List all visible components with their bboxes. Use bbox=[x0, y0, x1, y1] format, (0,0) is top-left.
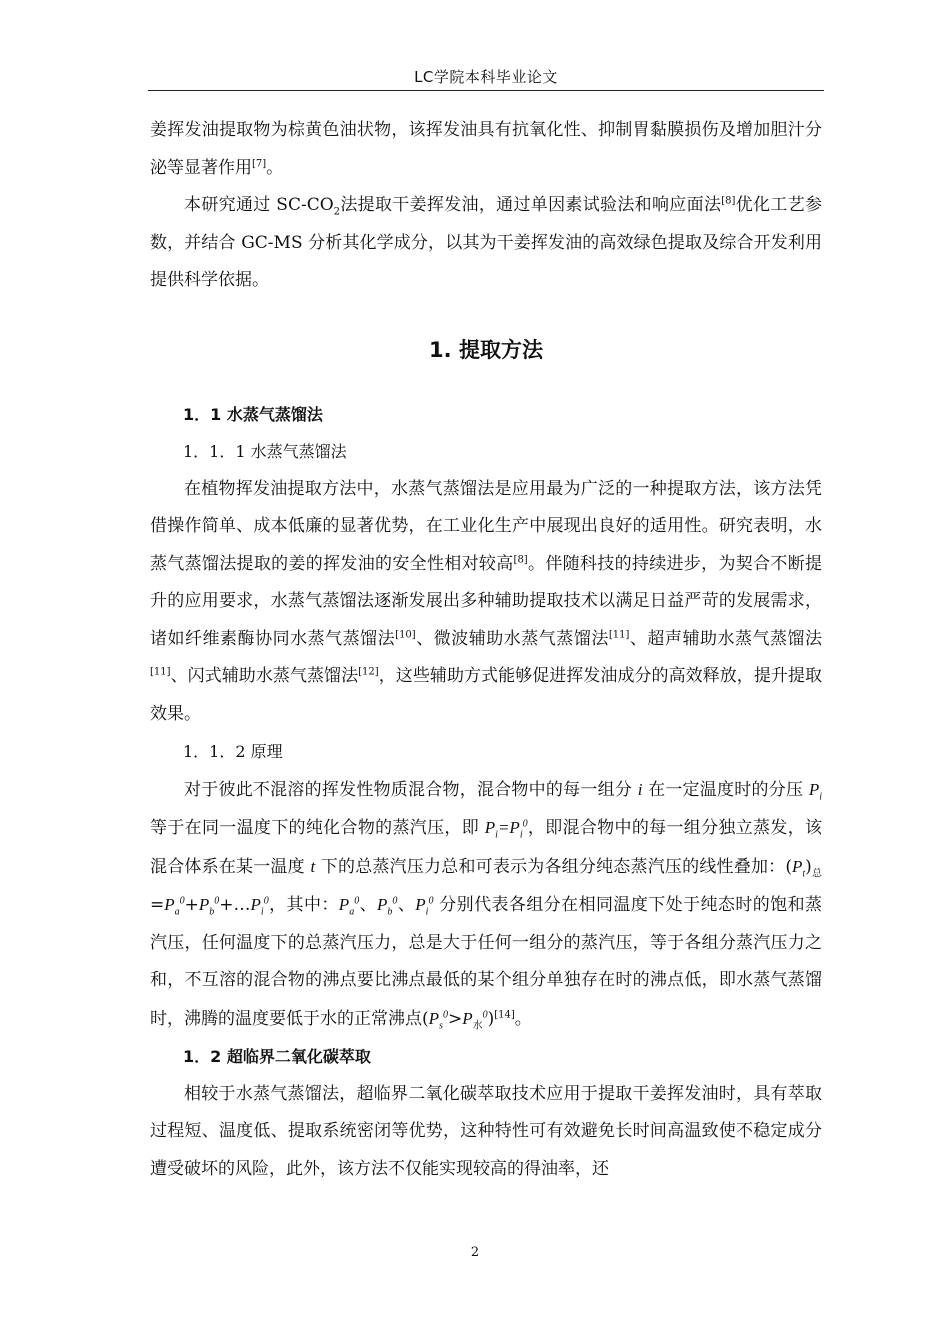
running-header: LC学院本科毕业论文 bbox=[414, 68, 558, 86]
intro-paragraph-2: 本研究通过 $SC-CO_2$法提取干姜挥发油，通过单因素试验法和响应面法[8]优化工艺参数，并结合 GC-MS 分析其化学成分，以其为干姜挥发油的高效绿色提取及综合开发利用提供科学依据。 bbox=[150, 195, 823, 290]
subsection-heading-1-1: 1．1 水蒸气蒸馏法 bbox=[183, 404, 323, 424]
principle-paragraph: 对于彼此不混溶的挥发性物质混合物，混合物中的每一组分 i 在一定温度时的分压 $P_i$ 等于在同一温度下的纯化合物的蒸汽压，即 $P_i=P_i^0$，即混合物中的每一组分独立蒸发，该混合体系在某一温度 t 下的总蒸汽压力总和可表示为各组分纯态蒸汽压的线性叠加：$(P_t)_总=P_a^0+P_b^0+\dots P_i^0$，其中：$P_a^0$、$P_b^0$、$P_i^0$ 分别代表各组分在相同温度下处于纯态时的饱和蒸汽压，任何温度下的总蒸汽压力，总是大于任何一组分的蒸汽压，等于各组分蒸汽压力之和，不互溶的混合物的沸点要比沸点最低的某个组分单独存在时的沸点低，即水蒸气蒸馏时，沸腾的温度要低于水的正常沸点$(P_s^0>P_水^0)[14]$。 bbox=[150, 779, 823, 1031]
page-number: 2 bbox=[470, 1245, 480, 1260]
sc-co2-paragraph: 相较于水蒸气蒸馏法，超临界二氧化碳萃取技术应用于提取干姜挥发油时，具有萃取过程短、温度低、提取系统密闭等优势，这种特性可有效避免长时间高温致使不稳定成分遭受破坏的风险，此外，该方法不仅能实现较高的得油率，还 bbox=[150, 1083, 822, 1179]
subsubsection-heading-1-1-1: 1．1．1 水蒸气蒸馏法 bbox=[183, 442, 347, 461]
steam-distillation-paragraph: 在植物挥发油提取方法中，水蒸气蒸馏法是应用最为广泛的一种提取方法，该方法凭借操作简单、成本低廉的显著优势，在工业化生产中展现出良好的适用性。研究表明，水蒸气蒸馏法提取的姜的挥发油的安全性相对较高[8]。伴随科技的持续进步，为契合不断提升的应用要求，水蒸气蒸馏法逐渐发展出多种辅助提取技术以满足日益严苛的发展需求，诸如纤维素酶协同水蒸气蒸馏法[10]、微波辅助水蒸气蒸馏法[11]、超声辅助水蒸气蒸馏法[11]、闪式辅助水蒸气蒸馏法[12]，这些辅助方式能够促进挥发油成分的高效释放，提升提取效果。 bbox=[150, 478, 823, 724]
citation: [14] bbox=[494, 1008, 515, 1020]
citation: [7] bbox=[252, 157, 267, 169]
section-heading-1: 1. 提取方法 bbox=[429, 337, 543, 362]
subsection-heading-1-2: 1．2 超临界二氧化碳萃取 bbox=[183, 1047, 371, 1066]
subsubsection-heading-1-1-2: 1．1．2 原理 bbox=[183, 742, 283, 761]
citation: [8] bbox=[513, 553, 528, 565]
citation: [12] bbox=[358, 666, 379, 678]
citation: [10] bbox=[395, 628, 416, 640]
citation: [11] bbox=[608, 628, 630, 640]
citation: [11] bbox=[150, 666, 171, 678]
header-rule bbox=[148, 90, 824, 91]
intro-paragraph-1: 姜挥发油提取物为棕黄色油状物，该挥发油具有抗氧化性、抑制胃黏膜损伤及增加胆汁分泌等显著作用[7]。 bbox=[150, 120, 822, 178]
page-content bbox=[150, 112, 822, 1188]
citation: [8] bbox=[721, 195, 736, 207]
